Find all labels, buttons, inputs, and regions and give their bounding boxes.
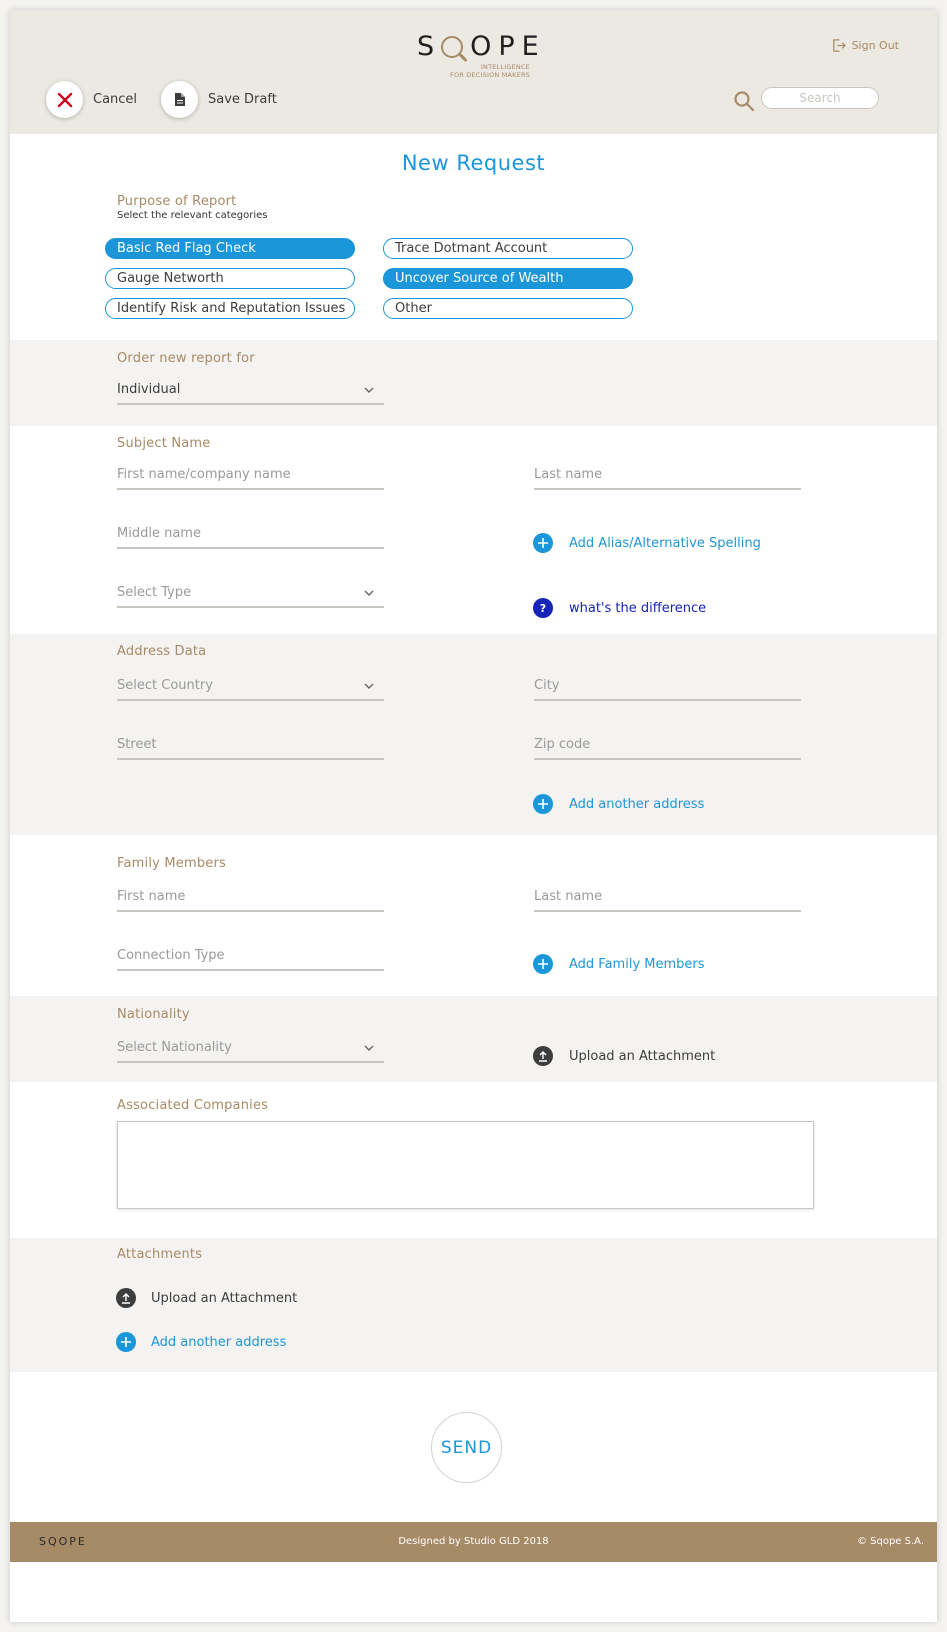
family-first-name-field[interactable]: First name bbox=[117, 886, 384, 912]
purpose-option-basic-red-flag[interactable]: Basic Red Flag Check bbox=[105, 238, 355, 259]
subject-section bbox=[10, 426, 937, 634]
attachments-add-another-address-button[interactable] bbox=[116, 1332, 286, 1352]
purpose-option-trace-dotmant[interactable]: Trace Dotmant Account bbox=[383, 238, 633, 259]
address-label: Address Data bbox=[117, 644, 207, 659]
add-family-members-label: Add Family Members bbox=[569, 956, 705, 972]
sign-out-icon bbox=[831, 38, 846, 53]
attachments-label: Attachments bbox=[117, 1247, 203, 1262]
add-another-address-button[interactable] bbox=[533, 794, 704, 814]
family-section bbox=[10, 835, 937, 996]
sign-out-link[interactable] bbox=[831, 38, 899, 53]
add-another-address-label: Add another address bbox=[569, 796, 705, 812]
select-country-select[interactable]: Select Country bbox=[117, 675, 384, 701]
zip-code-field[interactable]: Zip code bbox=[534, 734, 801, 760]
purpose-option-gauge-networth[interactable]: Gauge Networth bbox=[105, 268, 355, 289]
save-draft-label: Save Draft bbox=[208, 92, 277, 107]
middle-name-field[interactable]: Middle name bbox=[117, 523, 384, 549]
order-section bbox=[10, 340, 937, 426]
address-section bbox=[10, 634, 937, 835]
send-button[interactable] bbox=[431, 1412, 502, 1483]
nationality-upload-attachment-button[interactable] bbox=[533, 1046, 715, 1066]
purpose-label: Purpose of Report bbox=[117, 194, 237, 209]
page-title: New Request bbox=[401, 151, 546, 175]
city-field[interactable]: City bbox=[534, 675, 801, 701]
first-name-field[interactable]: First name/company name bbox=[117, 464, 384, 490]
upload-attachment-button[interactable] bbox=[116, 1288, 297, 1308]
document-icon bbox=[174, 92, 186, 107]
logo-tagline: INTELLIGENCE FOR DECISION MAKERS bbox=[450, 63, 530, 79]
footer-credit: Designed by Studio GLD 2018 bbox=[398, 1536, 549, 1547]
attachments-section bbox=[10, 1238, 937, 1372]
order-type-select[interactable] bbox=[117, 379, 384, 405]
select-type-select[interactable]: Select Type bbox=[117, 582, 384, 608]
sign-out-label: Sign Out bbox=[851, 39, 899, 52]
attachments-add-address-label: Add another address bbox=[151, 1334, 287, 1350]
footer bbox=[10, 1522, 937, 1562]
family-last-name-field[interactable]: Last name bbox=[534, 886, 801, 912]
nationality-upload-label: Upload an Attachment bbox=[569, 1048, 716, 1064]
order-label: Order new report for bbox=[117, 351, 255, 366]
whats-the-difference-label: what's the difference bbox=[569, 600, 707, 616]
purpose-option-risk-reputation[interactable]: Identify Risk and Reputation Issues bbox=[105, 298, 355, 319]
page bbox=[10, 10, 937, 1622]
nationality-label: Nationality bbox=[117, 1007, 190, 1022]
associated-companies-textarea[interactable] bbox=[117, 1121, 814, 1209]
logo-wordmark: S OPE bbox=[417, 31, 546, 62]
associated-companies-label: Associated Companies bbox=[117, 1098, 269, 1113]
help-icon: ? bbox=[533, 598, 553, 618]
save-draft-button[interactable] bbox=[161, 81, 277, 118]
upload-icon bbox=[533, 1046, 553, 1066]
connection-type-field[interactable]: Connection Type bbox=[117, 945, 384, 971]
upload-icon bbox=[116, 1288, 136, 1308]
upload-attachment-label: Upload an Attachment bbox=[151, 1290, 298, 1306]
add-alias-label: Add Alias/Alternative Spelling bbox=[569, 535, 761, 551]
order-type-value: Individual bbox=[117, 382, 181, 397]
purpose-option-other[interactable]: Other bbox=[383, 298, 633, 319]
add-family-members-button[interactable] bbox=[533, 954, 705, 974]
family-label: Family Members bbox=[117, 856, 227, 871]
cancel-button[interactable] bbox=[46, 81, 137, 118]
save-draft-circle[interactable] bbox=[161, 81, 198, 118]
chevron-down-icon bbox=[364, 387, 374, 394]
send-label: SEND bbox=[440, 1437, 493, 1458]
logo-magnifier-icon bbox=[441, 36, 463, 58]
footer-logo: SQOPE bbox=[39, 1535, 87, 1548]
chevron-down-icon bbox=[364, 683, 374, 690]
plus-icon bbox=[533, 533, 553, 553]
add-alias-button[interactable] bbox=[533, 533, 761, 553]
logo bbox=[417, 32, 557, 79]
header bbox=[10, 10, 937, 134]
plus-icon bbox=[533, 794, 553, 814]
plus-icon bbox=[533, 954, 553, 974]
chevron-down-icon bbox=[364, 1045, 374, 1052]
search-input[interactable] bbox=[761, 87, 879, 109]
search-icon[interactable] bbox=[733, 90, 755, 112]
last-name-field[interactable]: Last name bbox=[534, 464, 801, 490]
select-nationality-select[interactable]: Select Nationality bbox=[117, 1037, 384, 1063]
whats-the-difference-link[interactable] bbox=[533, 598, 706, 618]
plus-icon bbox=[116, 1332, 136, 1352]
nationality-section bbox=[10, 996, 937, 1082]
footer-copyright: © Sqope S.A. bbox=[856, 1536, 924, 1547]
close-icon bbox=[57, 92, 73, 108]
chevron-down-icon bbox=[364, 590, 374, 597]
cancel-label: Cancel bbox=[93, 92, 138, 107]
cancel-circle[interactable] bbox=[46, 81, 83, 118]
purpose-sublabel: Select the relevant categories bbox=[117, 210, 268, 221]
purpose-option-source-of-wealth[interactable]: Uncover Source of Wealth bbox=[383, 268, 633, 289]
subject-label: Subject Name bbox=[117, 436, 211, 451]
street-field[interactable]: Street bbox=[117, 734, 384, 760]
